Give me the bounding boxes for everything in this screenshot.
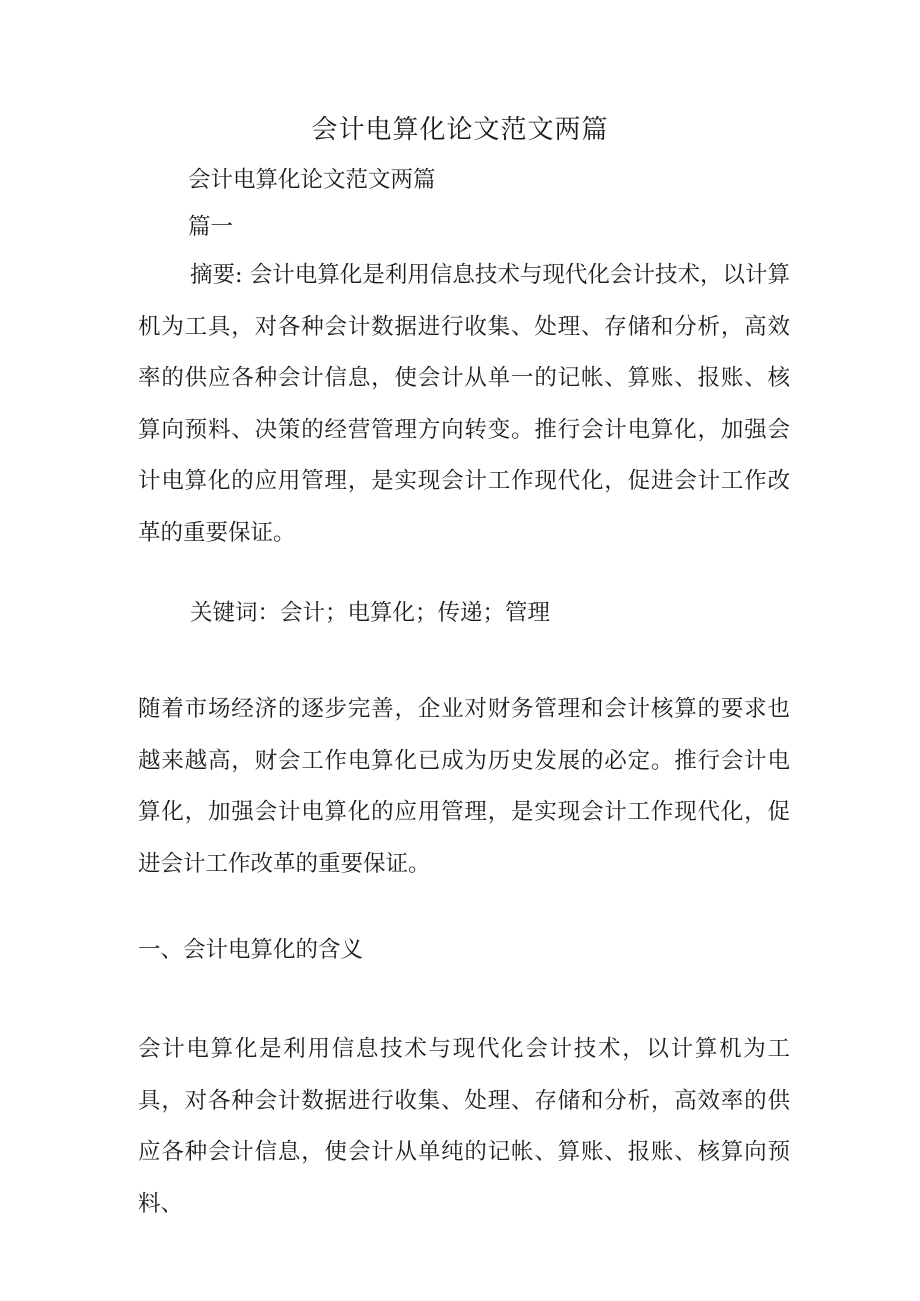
section-heading: 一、会计电算化的含义 (138, 937, 364, 963)
section-body-paragraph: 会计电算化是利用信息技术与现代化会计技术，以计算机为工具，对各种会计数据进行收集、处理、存储和分析，高效率的供应各种会计信息，使会计从单纯的记帐、算账、报账、核算向预料、 (138, 1036, 790, 1217)
keywords-line: 关键词：会计；电算化；传递；管理 (190, 600, 551, 626)
part-label: 篇一 (188, 214, 234, 240)
abstract-paragraph (138, 250, 790, 559)
intro-paragraph: 随着市场经济的逐步完善，企业对财务管理和会计核算的要求也越来越高，财会工作电算化已成为历史发展的必定。推行会计电算化，加强会计电算化的应用管理，是实现会计工作现代化，促进会计工作改革的重要保证。 (138, 696, 790, 877)
document-subtitle: 会计电算化论文范文两篇 (188, 167, 436, 193)
abstract-text: 摘要: 会计电算化是利用信息技术与现代化会计技术，以计算机为工具，对各种会计数据进行收集、处理、存储和分析，高效率的供应各种会计信息，使会计从单一的记帐、算账、报账、核算向预料、决策的经营管理方向转变。推行会计电算化，加强会计电算化的应用管理，是实现会计工作现代化，促进会计工作改革的重要保证。 (138, 262, 790, 546)
document-title: 会计电算化论文范文两篇 (311, 115, 609, 145)
